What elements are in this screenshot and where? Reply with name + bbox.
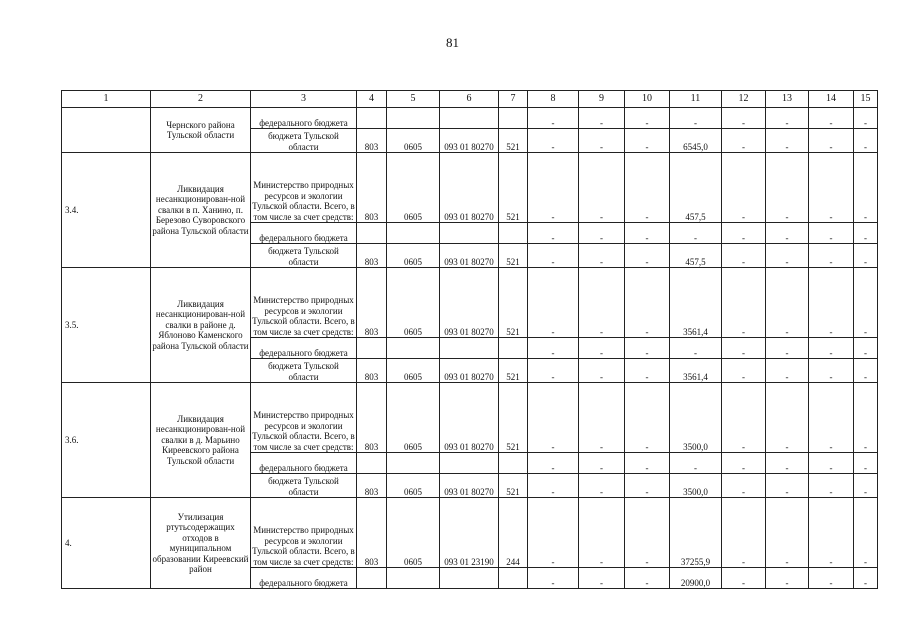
column-header: 12	[722, 91, 766, 108]
table-cell: 521	[499, 474, 528, 498]
table-cell: -	[625, 153, 670, 223]
funding-source: Министерство природных ресурсов и экологии Тульской области. Всего, в том числе за счет средств:	[251, 498, 357, 568]
table-cell: -	[528, 338, 579, 359]
table-cell: -	[625, 129, 670, 153]
column-header: 2	[151, 91, 251, 108]
table-cell: -	[854, 223, 878, 244]
measure-name: Ликвидация несанкционирован-ной свалки в д. Марьино Киреевского района Тульской области	[151, 383, 251, 498]
table-cell	[499, 568, 528, 589]
table-cell	[387, 223, 440, 244]
table-cell	[357, 108, 387, 129]
table-cell: -	[722, 108, 766, 129]
funding-source: бюджета Тульской области	[251, 129, 357, 153]
table-cell: 521	[499, 129, 528, 153]
funding-source: бюджета Тульской области	[251, 474, 357, 498]
table-cell: -	[854, 498, 878, 568]
table-cell: 3500,0	[670, 383, 722, 453]
table-row	[62, 108, 878, 129]
table-cell: -	[722, 129, 766, 153]
table-cell: 521	[499, 359, 528, 383]
table-cell: -	[722, 453, 766, 474]
table-row	[62, 383, 878, 453]
table-cell: -	[528, 244, 579, 268]
table-cell: 803	[357, 359, 387, 383]
table-cell: 521	[499, 268, 528, 338]
table-cell: 521	[499, 244, 528, 268]
row-number: 3.5.	[62, 268, 151, 383]
table-cell: -	[625, 108, 670, 129]
table-cell: -	[579, 453, 625, 474]
table-cell: -	[722, 223, 766, 244]
table-cell: -	[809, 568, 854, 589]
table-cell: -	[809, 108, 854, 129]
column-header: 5	[387, 91, 440, 108]
table-cell: -	[722, 338, 766, 359]
table-cell: 20900,0	[670, 568, 722, 589]
table-cell: -	[625, 223, 670, 244]
table-cell: -	[766, 223, 809, 244]
table-cell: -	[766, 153, 809, 223]
table-cell: -	[528, 474, 579, 498]
table-cell: 093 01 80270	[440, 244, 499, 268]
table-cell: -	[528, 568, 579, 589]
measure-name: Ликвидация несанкционирован-ной свалки в районе д. Яблоново Каменского района Тульской области	[151, 268, 251, 383]
table-cell: -	[625, 338, 670, 359]
table-cell: -	[854, 268, 878, 338]
table-cell	[440, 338, 499, 359]
table-cell: -	[809, 383, 854, 453]
table-cell: -	[722, 383, 766, 453]
table-cell: 521	[499, 383, 528, 453]
table-cell: 0605	[387, 383, 440, 453]
table-cell: -	[766, 474, 809, 498]
column-header: 10	[625, 91, 670, 108]
table-cell: -	[670, 453, 722, 474]
table-cell: -	[625, 453, 670, 474]
table-cell: -	[528, 129, 579, 153]
page-number: 81	[446, 35, 459, 50]
table-cell: 3561,4	[670, 268, 722, 338]
table-cell: -	[528, 359, 579, 383]
table-cell: -	[766, 498, 809, 568]
table-cell: -	[579, 129, 625, 153]
table-cell: -	[528, 108, 579, 129]
funding-source: федерального бюджета	[251, 108, 357, 129]
table-cell: -	[809, 153, 854, 223]
table-cell: 0605	[387, 153, 440, 223]
table-cell: -	[670, 338, 722, 359]
table-cell: -	[766, 383, 809, 453]
table-cell	[499, 223, 528, 244]
column-header: 11	[670, 91, 722, 108]
table-cell	[387, 453, 440, 474]
table-cell	[440, 223, 499, 244]
table-cell	[499, 338, 528, 359]
funding-source: бюджета Тульской области	[251, 359, 357, 383]
table-cell: 803	[357, 474, 387, 498]
table-cell: -	[579, 474, 625, 498]
table-cell: -	[528, 223, 579, 244]
table-cell: 803	[357, 383, 387, 453]
table-cell: 803	[357, 268, 387, 338]
table-cell	[357, 223, 387, 244]
budget-table	[61, 90, 878, 589]
table-cell: 3500,0	[670, 474, 722, 498]
funding-source: Министерство природных ресурсов и экологии Тульской области. Всего, в том числе за счет средств:	[251, 383, 357, 453]
column-header: 14	[809, 91, 854, 108]
table-cell: 0605	[387, 244, 440, 268]
table-cell: -	[854, 153, 878, 223]
table-cell: -	[854, 244, 878, 268]
table-row	[62, 498, 878, 568]
table-cell: -	[809, 498, 854, 568]
table-cell: 093 01 80270	[440, 129, 499, 153]
table-cell: 0605	[387, 474, 440, 498]
table-cell: 457,5	[670, 153, 722, 223]
table-cell: 093 01 80270	[440, 359, 499, 383]
table-cell: -	[625, 498, 670, 568]
table-cell: -	[579, 108, 625, 129]
column-header: 1	[62, 91, 151, 108]
table-cell: -	[766, 129, 809, 153]
table-cell: -	[528, 268, 579, 338]
column-header: 6	[440, 91, 499, 108]
table-cell: -	[854, 338, 878, 359]
table-cell: 803	[357, 498, 387, 568]
measure-name: Ликвидация несанкционирован-ной свалки в п. Ханино, п. Березово Суворовского района Тульской области	[151, 153, 251, 268]
table-cell: -	[854, 108, 878, 129]
table-cell: -	[854, 568, 878, 589]
table-cell: -	[625, 268, 670, 338]
table-cell: -	[722, 568, 766, 589]
table-cell: -	[579, 244, 625, 268]
table-cell: 803	[357, 153, 387, 223]
column-header: 15	[854, 91, 878, 108]
table-cell: -	[579, 359, 625, 383]
table-cell: -	[809, 453, 854, 474]
row-number: 3.4.	[62, 153, 151, 268]
row-number	[62, 108, 151, 153]
table-cell: -	[809, 129, 854, 153]
column-header: 4	[357, 91, 387, 108]
funding-source: федерального бюджета	[251, 568, 357, 589]
table-cell: -	[766, 453, 809, 474]
table-cell: -	[766, 268, 809, 338]
table-cell	[387, 108, 440, 129]
table-cell: -	[670, 223, 722, 244]
funding-source: Министерство природных ресурсов и экологии Тульской области. Всего, в том числе за счет средств:	[251, 153, 357, 223]
funding-source: федерального бюджета	[251, 338, 357, 359]
table-cell: -	[809, 359, 854, 383]
column-header: 7	[499, 91, 528, 108]
table-cell: 093 01 80270	[440, 474, 499, 498]
table-row	[62, 153, 878, 223]
table-cell: -	[670, 108, 722, 129]
table-cell: 0605	[387, 268, 440, 338]
table-cell: -	[625, 474, 670, 498]
table-cell: -	[809, 268, 854, 338]
table-cell: 6545,0	[670, 129, 722, 153]
table-cell: -	[722, 498, 766, 568]
table-cell	[440, 568, 499, 589]
table-cell: 803	[357, 244, 387, 268]
table-cell: 093 01 80270	[440, 153, 499, 223]
table-cell: -	[579, 568, 625, 589]
table-cell: -	[528, 383, 579, 453]
table-cell: 093 01 80270	[440, 383, 499, 453]
table-cell: 3561,4	[670, 359, 722, 383]
table-cell: -	[625, 383, 670, 453]
table-cell: 093 01 80270	[440, 268, 499, 338]
table-cell: -	[722, 268, 766, 338]
table-cell: -	[625, 244, 670, 268]
measure-name: Чернского района Тульской области	[151, 108, 251, 153]
table-cell: -	[766, 244, 809, 268]
table-cell: 457,5	[670, 244, 722, 268]
table-cell: -	[809, 338, 854, 359]
table-cell: -	[625, 359, 670, 383]
table-cell	[357, 338, 387, 359]
table-cell: -	[722, 153, 766, 223]
funding-source: федерального бюджета	[251, 453, 357, 474]
table-cell: -	[722, 474, 766, 498]
table-cell: -	[854, 359, 878, 383]
table-cell	[440, 108, 499, 129]
funding-source: федерального бюджета	[251, 223, 357, 244]
table-cell: -	[722, 244, 766, 268]
table-row	[62, 268, 878, 338]
table-cell: -	[579, 383, 625, 453]
measure-name: Утилизация ртутьсодержащих отходов в муниципальном образовании Киреевский район	[151, 498, 251, 589]
table-cell: -	[809, 244, 854, 268]
funding-source: Министерство природных ресурсов и экологии Тульской области. Всего, в том числе за счет средств:	[251, 268, 357, 338]
row-number: 3.6.	[62, 383, 151, 498]
table-cell	[387, 568, 440, 589]
table-cell: -	[625, 568, 670, 589]
column-header: 8	[528, 91, 579, 108]
table-cell: -	[809, 223, 854, 244]
table-cell: -	[766, 359, 809, 383]
table-cell: 521	[499, 153, 528, 223]
table-cell: -	[579, 153, 625, 223]
table-cell	[440, 453, 499, 474]
table-cell: -	[528, 453, 579, 474]
row-number: 4.	[62, 498, 151, 589]
table-cell: -	[854, 383, 878, 453]
table-body	[62, 91, 878, 589]
table-cell: -	[528, 498, 579, 568]
table-cell: 0605	[387, 498, 440, 568]
table-cell: -	[579, 498, 625, 568]
table-cell: -	[579, 338, 625, 359]
header-row	[62, 91, 878, 108]
table-cell: -	[722, 359, 766, 383]
table-cell: -	[579, 223, 625, 244]
table-cell: -	[809, 474, 854, 498]
table-cell: -	[766, 568, 809, 589]
table-cell	[357, 568, 387, 589]
funding-source: бюджета Тульской области	[251, 244, 357, 268]
table-cell: 0605	[387, 129, 440, 153]
column-header: 9	[579, 91, 625, 108]
table-cell: -	[854, 129, 878, 153]
table-cell: 093 01 23190	[440, 498, 499, 568]
table-cell: -	[854, 474, 878, 498]
table-cell: -	[854, 453, 878, 474]
table-cell: -	[579, 268, 625, 338]
table-cell: 0605	[387, 359, 440, 383]
table-cell	[357, 453, 387, 474]
table-cell: -	[528, 153, 579, 223]
table-cell: 244	[499, 498, 528, 568]
table-cell: 803	[357, 129, 387, 153]
table-cell	[387, 338, 440, 359]
table-cell	[499, 108, 528, 129]
table-cell: -	[766, 108, 809, 129]
column-header: 3	[251, 91, 357, 108]
table-cell: -	[766, 338, 809, 359]
table-cell: 37255,9	[670, 498, 722, 568]
column-header: 13	[766, 91, 809, 108]
table-cell	[499, 453, 528, 474]
